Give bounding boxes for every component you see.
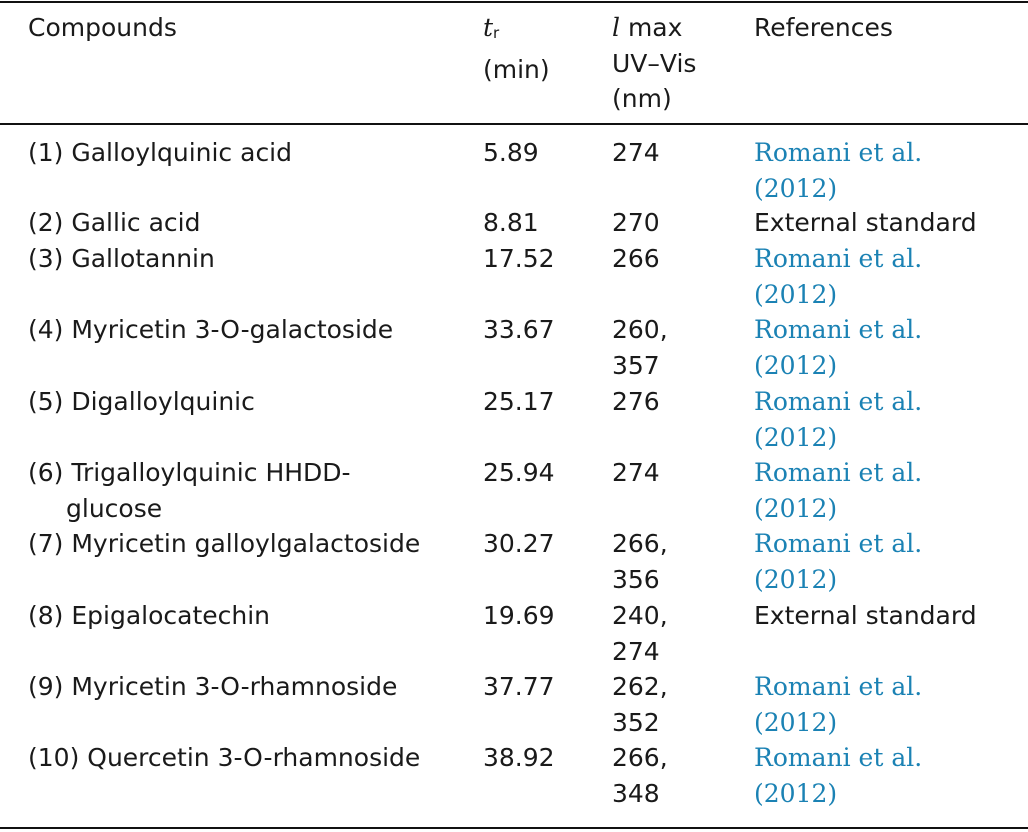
table-row-lambda-max [612, 669, 668, 740]
table-row-lambda-max [612, 526, 668, 597]
header-tr-subscript: r [493, 24, 500, 42]
compound-name: (4) Myricetin 3-O-galactoside [28, 315, 394, 344]
header-compounds [28, 10, 177, 46]
header-lmax-line3: (nm) [612, 84, 672, 113]
table-row-lambda-max [612, 384, 660, 420]
compound-name: (1) Galloylquinic acid [28, 138, 293, 167]
compound-name: (9) Myricetin 3-O-rhamnoside [28, 672, 398, 701]
table-row-retention-time [483, 205, 539, 241]
table-top-rule [0, 1, 1028, 3]
header-references [754, 10, 893, 46]
reference-link-year[interactable]: (2012) [754, 707, 838, 737]
table-row-reference[interactable] [754, 241, 922, 312]
lambda-max-value: 276 [612, 387, 660, 416]
table-row-lambda-max [612, 455, 660, 491]
compound-name-continued: glucose [66, 493, 163, 523]
compound-name: (3) Gallotannin [28, 244, 215, 273]
table-row-retention-time [483, 455, 555, 491]
table-row-lambda-max [612, 241, 660, 277]
table-row-reference[interactable] [754, 455, 922, 526]
lambda-max-value: 262, [612, 672, 668, 701]
table-row-compound [28, 205, 200, 241]
reference-link[interactable]: Romani et al. [754, 672, 923, 701]
table-row-retention-time [483, 312, 555, 348]
table-row-lambda-max [612, 598, 668, 669]
table-row-reference [754, 598, 977, 634]
retention-time-value: 25.17 [483, 387, 555, 416]
lambda-max-value: 260, [612, 315, 668, 344]
reference-link[interactable]: Romani et al. [754, 458, 923, 487]
table-row-compound [28, 669, 397, 705]
reference-link[interactable]: Romani et al. [754, 315, 923, 344]
table-row-compound [28, 384, 255, 420]
lambda-max-value-second: 352 [612, 707, 660, 737]
retention-time-value: 17.52 [483, 244, 555, 273]
reference-link-year[interactable]: (2012) [754, 778, 838, 808]
reference-link-year[interactable]: (2012) [754, 279, 838, 309]
retention-time-value: 38.92 [483, 743, 555, 772]
table-row-compound [28, 598, 270, 634]
reference-link-year[interactable]: (2012) [754, 173, 838, 203]
compound-name: (7) Myricetin galloylgalactoside [28, 529, 421, 558]
header-lmax-line1 [612, 10, 696, 46]
reference-link[interactable]: Romani et al. [754, 743, 923, 772]
table-row-retention-time [483, 526, 555, 562]
reference-link[interactable]: Romani et al. [754, 387, 923, 416]
header-tr-symbol-line [483, 10, 550, 52]
table-row-reference[interactable] [754, 384, 922, 455]
table-row-compound [28, 740, 420, 776]
retention-time-value: 8.81 [483, 208, 539, 237]
header-references-label: References [754, 13, 893, 42]
table-row-reference[interactable] [754, 526, 922, 597]
table-row-reference[interactable] [754, 669, 922, 740]
table-row-compound [28, 135, 292, 171]
table-bottom-rule [0, 827, 1028, 829]
compound-name: (6) Trigalloylquinic HHDD- [28, 458, 351, 487]
table-row-reference[interactable] [754, 135, 922, 206]
header-lambda-max [612, 10, 696, 117]
reference-link-year[interactable]: (2012) [754, 422, 838, 452]
lambda-max-value: 266, [612, 743, 668, 772]
table-row-retention-time [483, 669, 555, 705]
table-row-reference[interactable] [754, 740, 922, 811]
table-header-rule [0, 123, 1028, 125]
reference-link[interactable]: Romani et al. [754, 529, 923, 558]
retention-time-value: 19.69 [483, 601, 555, 630]
compound-name: (2) Gallic acid [28, 208, 201, 237]
compound-name: (8) Epigalocatechin [28, 601, 271, 630]
header-lmax-symbol: l [612, 13, 620, 42]
table-row-compound [28, 312, 393, 348]
header-lmax-rest: max [620, 13, 683, 42]
header-retention-time [483, 10, 550, 87]
reference-link-year[interactable]: (2012) [754, 350, 838, 380]
table-row-lambda-max [612, 135, 660, 171]
retention-time-value: 33.67 [483, 315, 555, 344]
lambda-max-value: 240, [612, 601, 668, 630]
header-lmax-line2: UV–Vis [612, 48, 697, 78]
reference-link[interactable]: Romani et al. [754, 244, 923, 273]
lambda-max-value-second: 356 [612, 564, 660, 594]
table-row-lambda-max [612, 312, 668, 383]
retention-time-value: 30.27 [483, 529, 555, 558]
table-row-retention-time [483, 241, 555, 277]
table-row-compound [28, 455, 351, 526]
reference-link-year[interactable]: (2012) [754, 564, 838, 594]
table-row-lambda-max [612, 740, 668, 811]
reference-text: External standard [754, 208, 977, 237]
table-row-lambda-max [612, 205, 660, 241]
reference-link-year[interactable]: (2012) [754, 493, 838, 523]
table-row-reference[interactable] [754, 312, 922, 383]
retention-time-value: 25.94 [483, 458, 555, 487]
table-row-compound [28, 526, 420, 562]
table-row-retention-time [483, 384, 555, 420]
lambda-max-value-second: 274 [612, 636, 660, 666]
reference-text: External standard [754, 601, 977, 630]
header-tr-unit: (min) [483, 54, 550, 84]
lambda-max-value-second: 348 [612, 778, 660, 808]
header-compounds-label: Compounds [28, 13, 177, 42]
reference-link[interactable]: Romani et al. [754, 138, 923, 167]
table-row-retention-time [483, 135, 539, 171]
lambda-max-value: 270 [612, 208, 660, 237]
table-row-compound [28, 241, 215, 277]
compound-name: (10) Quercetin 3-O-rhamnoside [28, 743, 421, 772]
retention-time-value: 5.89 [483, 138, 539, 167]
table-row-reference [754, 205, 977, 241]
lambda-max-value: 266 [612, 244, 660, 273]
table-row-retention-time [483, 598, 555, 634]
lambda-max-value-second: 357 [612, 350, 660, 380]
retention-time-value: 37.77 [483, 672, 555, 701]
table-row-retention-time [483, 740, 555, 776]
header-tr-symbol: t [483, 13, 494, 42]
lambda-max-value: 266, [612, 529, 668, 558]
lambda-max-value: 274 [612, 138, 660, 167]
compound-name: (5) Digalloylquinic [28, 387, 255, 416]
lambda-max-value: 274 [612, 458, 660, 487]
